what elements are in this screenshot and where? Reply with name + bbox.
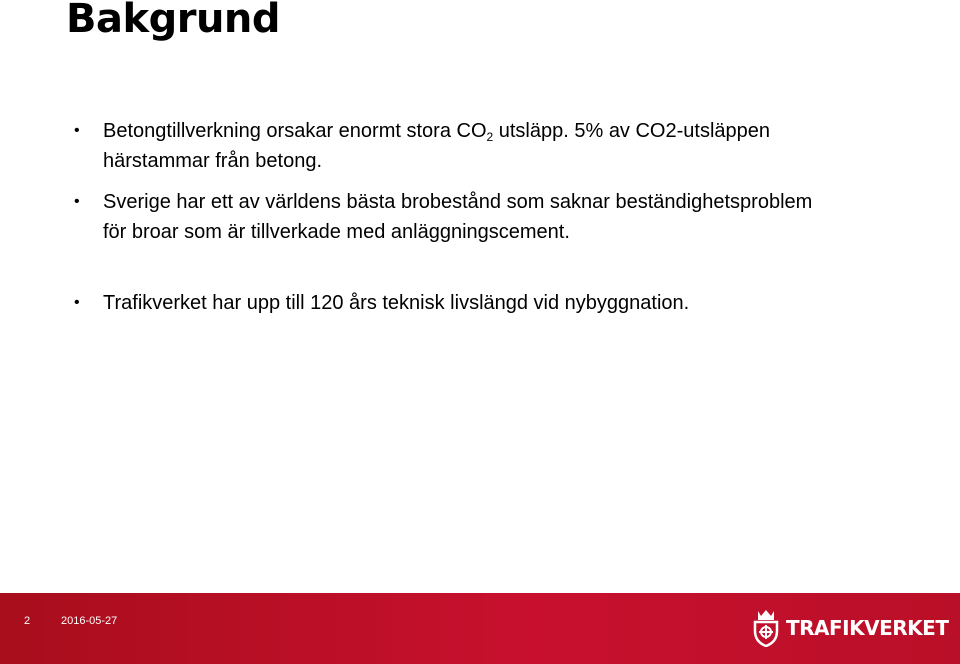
slide-date: 2016-05-27 — [61, 615, 118, 627]
footer-bar — [0, 593, 960, 664]
bullet-marker: • — [74, 294, 80, 311]
bullet-marker: • — [74, 122, 80, 139]
subscript-two: 2 — [486, 130, 494, 144]
bullet-text: Sverige har ett av världens bästa brobestånd som saknar beständighetsproblem för broar som är tillverkade med anläggningscement. — [103, 191, 813, 243]
bullet-item-bridges — [74, 187, 823, 247]
slide-title: Bakgrund — [66, 0, 281, 42]
bullet-text-pre: Betongtillverkning orsakar enormt stora CO — [103, 120, 487, 142]
bullet-item-co2 — [74, 116, 823, 176]
trafikverket-logo — [752, 607, 948, 649]
bullet-marker: • — [74, 193, 80, 210]
bullet-item-lifespan — [74, 288, 863, 318]
bullet-text-post: utsläpp. 5% av CO2-utsläppen härstammar från betong. — [103, 120, 771, 172]
page-number: 2 — [24, 615, 31, 627]
logo-wordmark: TRAFIKVERKET — [786, 616, 949, 640]
bullet-text: Trafikverket har upp till 120 års teknisk livslängd vid nybyggnation. — [103, 292, 690, 314]
trafikverket-crown-emblem-icon — [752, 609, 780, 647]
